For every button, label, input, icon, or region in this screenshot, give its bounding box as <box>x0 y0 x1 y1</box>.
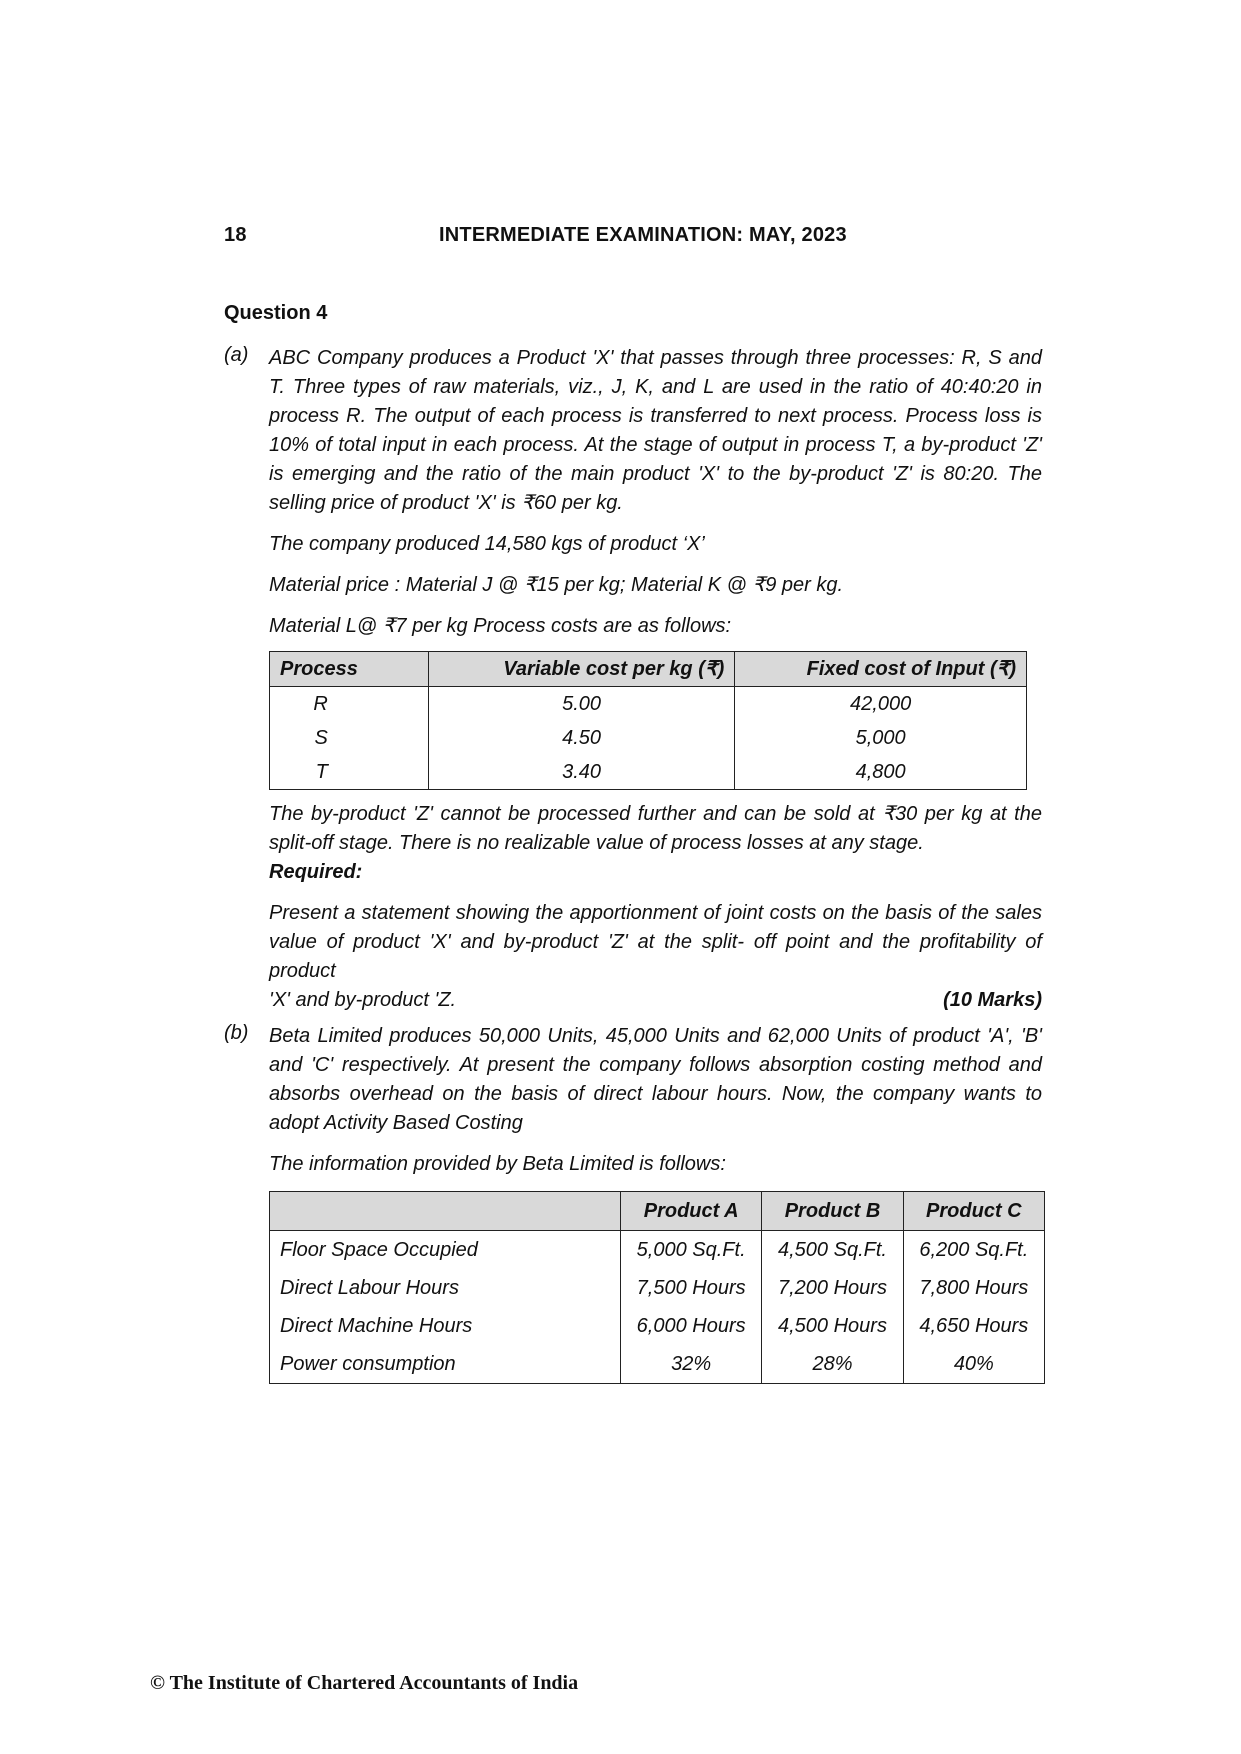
column-header <box>270 1192 621 1231</box>
table-row <box>270 1269 1045 1307</box>
column-header: Product C <box>903 1192 1044 1231</box>
table-row <box>270 1231 1045 1270</box>
product-c-cell: 6,200 Sq.Ft. <box>903 1231 1044 1270</box>
required-label: Required: <box>269 861 363 883</box>
product-b-cell: 4,500 Hours <box>762 1307 903 1345</box>
table-row <box>270 755 1027 790</box>
product-b-cell: 28% <box>762 1345 903 1384</box>
product-a-cell: 6,000 Hours <box>621 1307 762 1345</box>
question-title: Question 4 <box>224 302 328 324</box>
column-header: Fixed cost of Input (₹) <box>735 652 1027 687</box>
fixed-cost-cell: 42,000 <box>735 687 1027 722</box>
page-number: 18 <box>224 224 247 246</box>
product-c-cell: 7,800 Hours <box>903 1269 1044 1307</box>
fixed-cost-cell: 4,800 <box>735 755 1027 790</box>
product-c-cell: 4,650 Hours <box>903 1307 1044 1345</box>
byproduct-note: The by-product 'Z' cannot be processed further and can be sold at ₹30 per kg at the split-off stage. There is no realizable value of process losses at any stage. <box>269 803 1042 854</box>
product-b-cell: 7,200 Hours <box>762 1269 903 1307</box>
material-l-price: Material L@ ₹7 per kg Process costs are as follows: <box>269 615 732 637</box>
row-label: Direct Labour Hours <box>270 1269 621 1307</box>
fixed-cost-cell: 5,000 <box>735 721 1027 755</box>
page-header <box>224 224 1044 254</box>
row-label: Power consumption <box>270 1345 621 1384</box>
part-b-intro: Beta Limited produces 50,000 Units, 45,000 Units and 62,000 Units of product 'A', 'B' and 'C' respectively. At present the company follows absorption costing method and absorbs overhead on the basis of direct labour hours. Now, the company wants to adopt Activity Based Costing <box>269 1025 1042 1134</box>
column-header: Product B <box>762 1192 903 1231</box>
info-statement: The information provided by Beta Limited is follows: <box>269 1153 726 1175</box>
part-b-body <box>269 1022 1042 1384</box>
table-row <box>270 1345 1045 1384</box>
column-header: Product A <box>621 1192 762 1231</box>
variable-cost-cell: 3.40 <box>428 755 734 790</box>
exam-title: INTERMEDIATE EXAMINATION: MAY, 2023 <box>439 224 847 246</box>
material-price: Material price : Material J @ ₹15 per kg; Material K @ ₹9 per kg. <box>269 574 844 596</box>
process-cell: S <box>270 721 429 755</box>
table-row <box>270 721 1027 755</box>
product-a-cell: 7,500 Hours <box>621 1269 762 1307</box>
row-label: Direct Machine Hours <box>270 1307 621 1345</box>
marks-label: (10 Marks) <box>943 989 1042 1011</box>
process-cell: T <box>270 755 429 790</box>
part-b <box>224 1022 1042 1384</box>
product-c-cell: 40% <box>903 1345 1044 1384</box>
table-header-row <box>270 652 1027 687</box>
required-text: Present a statement showing the apportionment of joint costs on the basis of the sales value of product 'X' and by-product 'Z' at the split- off point and the profitability of product <box>269 902 1042 982</box>
product-b-cell: 4,500 Sq.Ft. <box>762 1231 903 1270</box>
column-header: Variable cost per kg (₹) <box>428 652 734 687</box>
process-cost-table <box>269 651 1027 790</box>
copyright-footer: © The Institute of Chartered Accountants of India <box>150 1672 579 1694</box>
table-row <box>270 687 1027 722</box>
variable-cost-cell: 5.00 <box>428 687 734 722</box>
product-a-cell: 32% <box>621 1345 762 1384</box>
part-a-intro: ABC Company produces a Product 'X' that passes through three processes: R, S and T. Three types of raw materials, viz., J, K, and L are used in the ratio of 40:40:20 in process R. The output of each process is transferred to next process. Process loss is 10% of total input in each process. At the stage of output in process T, a by-product 'Z' is emerging and the ratio of the main product 'X' to the by-product 'Z' is 80:20. The selling price of product 'X' is ₹60 per kg. <box>269 347 1042 514</box>
part-a-body <box>269 344 1042 1015</box>
product-info-table <box>269 1191 1045 1384</box>
process-cell: R <box>270 687 429 722</box>
production-statement: The company produced 14,580 kgs of product ‘X’ <box>269 533 705 555</box>
product-a-cell: 5,000 Sq.Ft. <box>621 1231 762 1270</box>
part-a <box>224 344 1042 1015</box>
required-text-end: 'X' and by-product 'Z. <box>269 989 457 1011</box>
required-last-line <box>269 986 1042 1015</box>
variable-cost-cell: 4.50 <box>428 721 734 755</box>
table-row <box>270 1307 1045 1345</box>
part-a-marker: (a) <box>224 344 249 366</box>
table-header-row <box>270 1192 1045 1231</box>
column-header: Process <box>270 652 429 687</box>
part-b-marker: (b) <box>224 1022 249 1044</box>
row-label: Floor Space Occupied <box>270 1231 621 1270</box>
